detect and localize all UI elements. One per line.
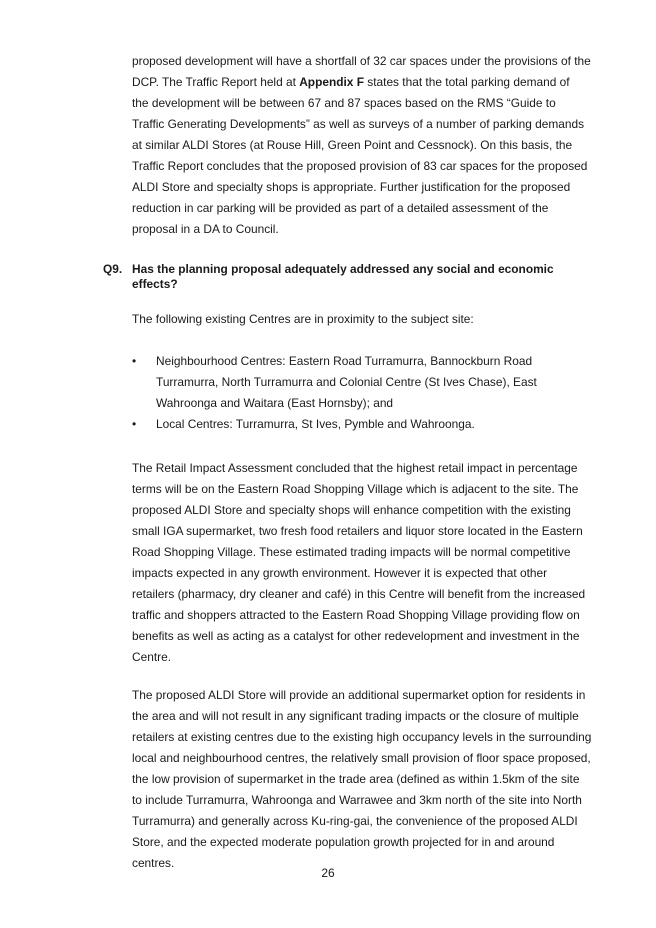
text-line: proposed ALDI Store and specialty shops will enhance competition with the existing xyxy=(132,503,571,517)
text-line: retailers (pharmacy, dry cleaner and café) in this Centre will benefit from the increased xyxy=(132,587,586,601)
text-line xyxy=(132,72,608,93)
centres-list xyxy=(132,351,608,435)
text-line: small IGA supermarket, two fresh food retailers and liquor store located in the Eastern xyxy=(132,524,583,538)
bullet-icon: • xyxy=(132,417,137,431)
text-line: The Retail Impact Assessment concluded that the highest retail impact in percentage xyxy=(132,461,578,475)
text-line: to include Turramurra, Wahroonga and Warrawee and 3km north of the site into North xyxy=(132,793,582,807)
text-line: Turramurra) and generally across Ku-ring-gai, the convenience of the proposed ALDI xyxy=(132,814,578,828)
text-line: Centre. xyxy=(132,650,171,664)
text-line: local and neighbourhood centres, the relatively small provision of floor space proposed, xyxy=(132,751,591,765)
text-line: The following existing Centres are in proximity to the subject site: xyxy=(132,312,474,326)
intro-paragraph xyxy=(132,309,608,330)
text-line: traffic and shoppers attracted to the Eastern Road Shopping Village providing flow on xyxy=(132,608,580,622)
supermarket-paragraph xyxy=(132,685,608,874)
text-line: terms will be on the Eastern Road Shopping Village which is adjacent to the site. The xyxy=(132,482,579,496)
list-item xyxy=(132,351,608,414)
text-line: at similar ALDI Stores (at Rouse Hill, Green Point and Cessnock). On this basis, the xyxy=(132,138,573,152)
appendix-reference: Appendix F xyxy=(299,75,364,89)
text-line: the low provision of supermarket in the trade area (defined as within 1.5km of the site xyxy=(132,772,580,786)
text-line: Local Centres: Turramurra, St Ives, Pymble and Wahroonga. xyxy=(156,417,475,431)
text-line: The proposed ALDI Store will provide an additional supermarket option for residents in xyxy=(132,688,586,702)
text-line: ALDI Store and specialty shops is appropriate. Further justification for the proposed xyxy=(132,180,571,194)
question-number: Q9. xyxy=(103,262,123,276)
text-line: the development will be between 67 and 87 spaces based on the RMS “Guide to xyxy=(132,96,556,110)
text-line: Neighbourhood Centres: Eastern Road Turramurra, Bannockburn Road xyxy=(156,354,533,368)
question-heading: Has the planning proposal adequately addressed any social and economic effects? xyxy=(132,262,554,291)
text-line: the area and will not result in any significant trading impacts or the closure of multiple xyxy=(132,709,579,723)
text-line: Traffic Report concludes that the proposed provision of 83 car spaces for the proposed xyxy=(132,159,588,173)
text-line: reduction in car parking will be provided as part of a detailed assessment of the xyxy=(132,201,549,215)
text-line: centres. xyxy=(132,856,175,870)
bullet-icon: • xyxy=(132,354,137,368)
text-segment: DCP. The Traffic Report held at xyxy=(132,75,300,89)
text-line: Wahroonga and Waitara (East Hornsby); and xyxy=(156,396,394,410)
text-line: Turramurra, North Turramurra and Colonial Centre (St Ives Chase), East xyxy=(156,375,537,389)
text-line: impacts expected in any growth environment. However it is expected that other xyxy=(132,566,548,580)
text-line: proposed development will have a shortfall of 32 car spaces under the provisions of the xyxy=(132,54,591,68)
retail-impact-paragraph xyxy=(132,458,608,668)
parking-paragraph xyxy=(132,51,608,240)
text-line: benefits as well as acting as a catalyst for other redevelopment and investment in the xyxy=(132,629,580,643)
text-line: retailers at existing centres due to the existing high occupancy levels in the surrounding xyxy=(132,730,592,744)
list-item xyxy=(132,414,608,435)
text-line: Traffic Generating Developments” as well as surveys of a number of parking demands xyxy=(132,117,585,131)
text-line: proposal in a DA to Council. xyxy=(132,222,279,236)
text-line: Store, and the expected moderate population growth projected for in and around xyxy=(132,835,555,849)
text-line: Road Shopping Village. These estimated trading impacts will be normal competitive xyxy=(132,545,571,559)
page-number: 26 xyxy=(321,866,335,880)
text-segment: states that the total parking demand of xyxy=(363,75,570,89)
